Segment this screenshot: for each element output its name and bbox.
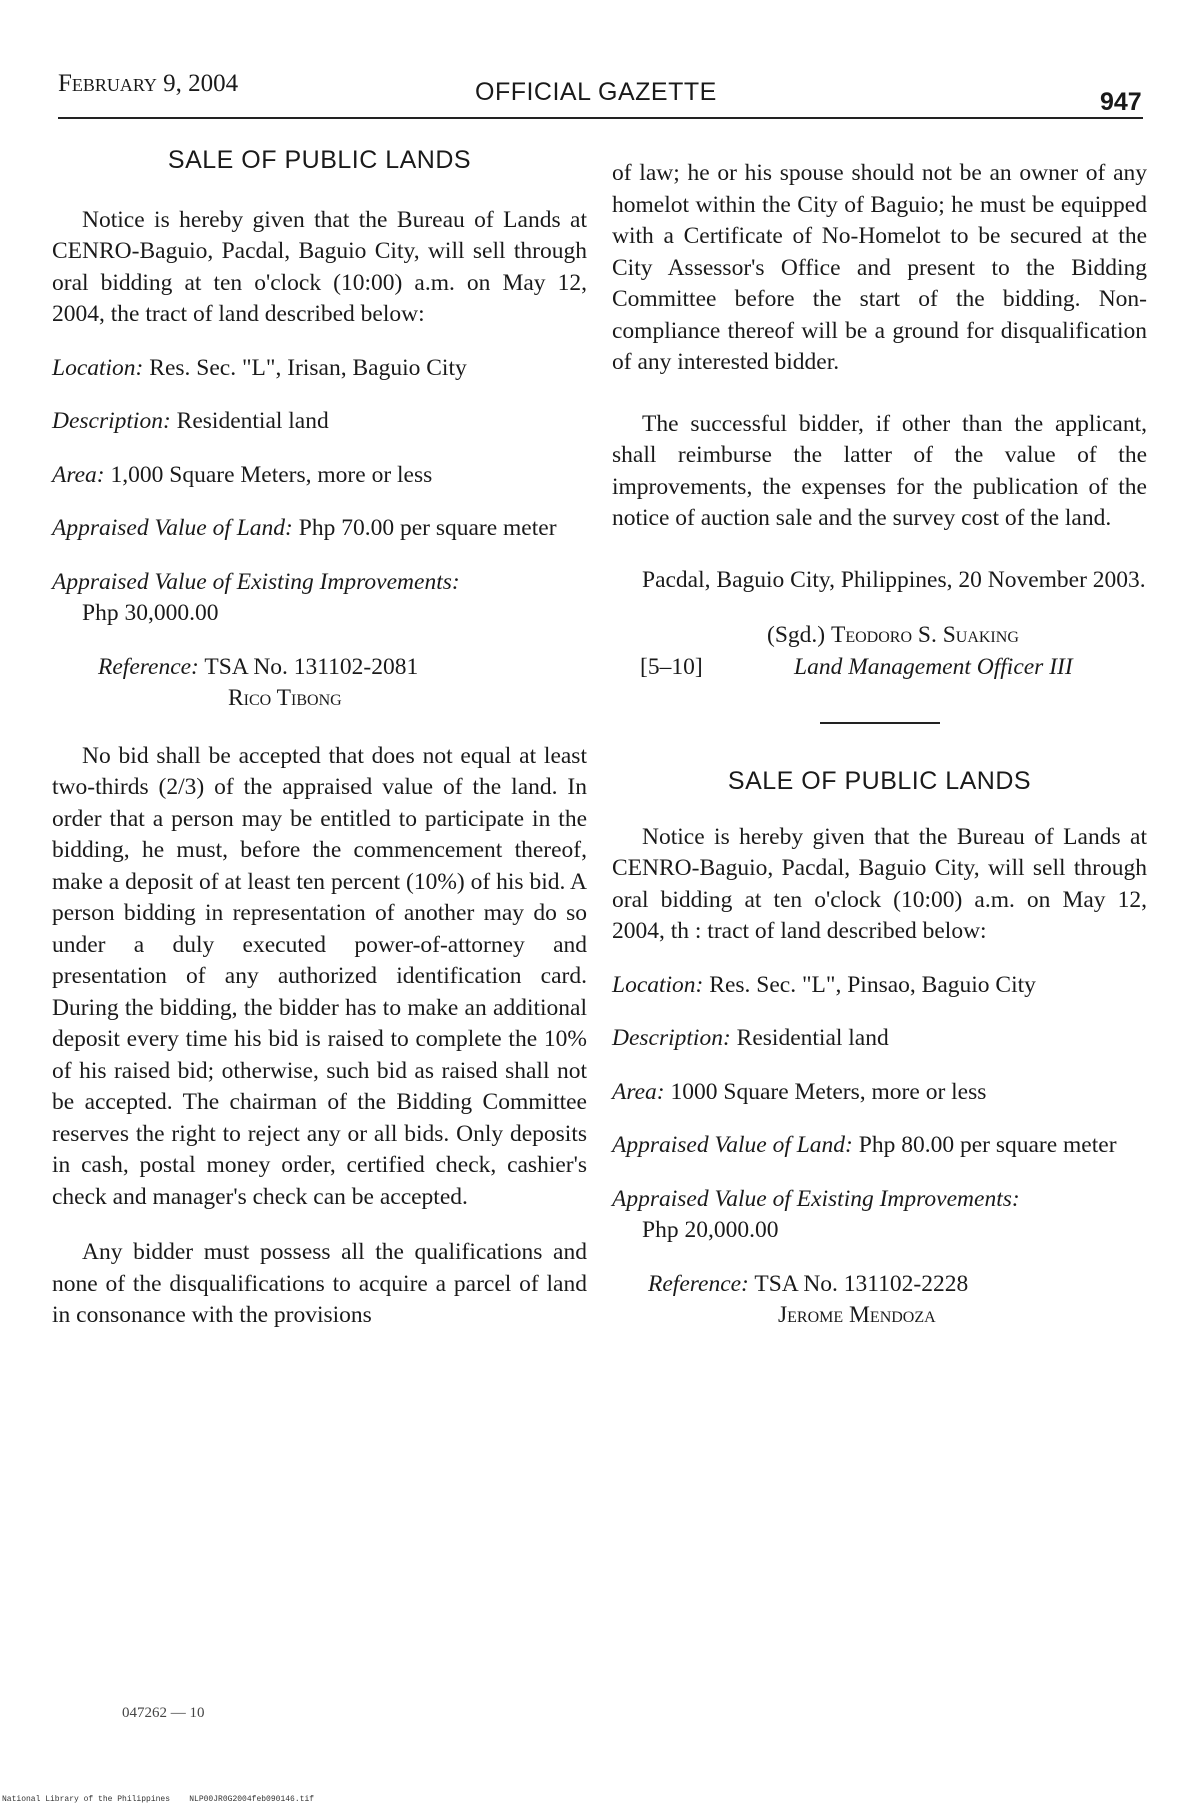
notice2-location: [612, 970, 1147, 1002]
header-date: February 9, 2004: [58, 70, 239, 97]
reference-value: TSA No. 131102-2081: [204, 653, 419, 680]
signatory-name: Teodoro S. Suaking: [830, 622, 1019, 648]
notice1-place-date: Pacdal, Baguio City, Philippines, 20 November 2003.: [642, 566, 1146, 593]
location-value: Res. Sec. "L", Pinsao, Baguio City: [709, 971, 1036, 998]
notice1-intro: Notice is hereby given that the Bureau of Lands at CENRO-Baguio, Pacdal, Baguio City, will sell through oral bidding at ten o'clock (10:00) a.m. on May 12, 2004, the tract of land described below:: [52, 206, 587, 327]
land-value-value: Php 80.00 per square meter: [858, 1132, 1117, 1158]
header-rule: [58, 117, 1143, 119]
description-value: Residential land: [736, 1025, 889, 1051]
signatory-title: Land Management Officer III: [794, 654, 1073, 680]
land-value-value: Php 70.00 per square meter: [298, 515, 557, 541]
notice1-description: [52, 406, 587, 438]
reference-label: Reference:: [98, 653, 199, 680]
notice1-qualifications: Any bidder must possess all the qualifications and none of the disqualifications to acquire a parcel of land in consonance with the provisions: [52, 1239, 587, 1328]
improvements-value: Php 30,000.00: [82, 600, 219, 626]
improvements-value: Php 20,000.00: [642, 1217, 779, 1243]
location-label: Location:: [612, 971, 704, 998]
notice2-title: SALE OF PUBLIC LANDS: [727, 767, 1032, 795]
area-label: Area:: [612, 1078, 665, 1105]
notice2-description: [612, 1023, 1147, 1055]
area-label: Area:: [52, 461, 105, 488]
land-value-label: Appraised Value of Land:: [52, 515, 293, 541]
location-value: Res. Sec. "L", Irisan, Baguio City: [149, 354, 467, 381]
reference-value: TSA No. 131102-2228: [754, 1270, 969, 1297]
improvements-label: Appraised Value of Existing Improvements:: [52, 568, 460, 595]
area-value: 1000 Square Meters, more or less: [670, 1078, 987, 1105]
notice2-reference: [648, 1269, 1147, 1332]
location-label: Location:: [52, 354, 144, 381]
notice1-signature: [612, 620, 1147, 692]
notice1-reimburse: The successful bidder, if other than the applicant, shall reimburse the latter of the value of the improvements, the expenses for the publication of the notice of auction sale and the survey cost of the land.: [612, 410, 1147, 531]
notice1-improvements: [52, 567, 587, 630]
notice2-area: [612, 1077, 1147, 1109]
left-column: [52, 145, 587, 1332]
improvements-label: Appraised Value of Existing Improvements:: [612, 1185, 1020, 1212]
notice1-bid-rules: No bid shall be accepted that does not equal at least two-thirds (2/3) of the appraised value of the land. In order that a person may be entitled to participate in the bidding, he must, before the commencement thereof, make a deposit of at least ten percent (10%) of his bid. A person bidding in representation of another may do so under a duly executed power-of-attorney and presentation of any authorized identification card. During the bidding, the bidder has to make an additional deposit every time his bid is raised to complete the 10% of his raised bid; otherwise, such bid as raised shall not be accepted. The chairman of the Bidding Committee reserves the right to reject any or all bids. Only deposits in cash, postal money order, certified check, cashier's check and manager's check can be accepted.: [52, 742, 587, 1210]
notice1-location: [52, 353, 587, 385]
reference-label: Reference:: [648, 1270, 749, 1297]
notice1-land-value: [52, 513, 587, 545]
notice-divider: [820, 722, 940, 724]
right-column: [612, 158, 1147, 1332]
description-label: Description:: [52, 408, 171, 434]
publication-title: OFFICIAL GAZETTE: [475, 78, 717, 106]
notice2-intro: Notice is hereby given that the Bureau of Lands at CENRO-Baguio, Pacdal, Baguio City, will sell through oral bidding at ten o'clock (10:00) a.m. on May 12, 2004, th : tract of land described below:: [612, 823, 1147, 944]
page-number: 947: [1100, 88, 1142, 116]
reference-name: Jerome Mendoza: [778, 1302, 936, 1328]
notice1-reference: [98, 652, 587, 715]
notice2-improvements: [612, 1184, 1147, 1247]
notice1-area: [52, 460, 587, 492]
notice1-qualifications-cont: of law; he or his spouse should not be an owner of any homelot within the City of Baguio; he must be equipped with a Certificate of No-Homelot to be secured at the City Assessor's Office and present to the Bidding Committee before the start of the bidding. Non-compliance thereof will be a ground for disqualification of any interested bidder.: [612, 160, 1147, 375]
sgd-mark: (Sgd.): [767, 622, 826, 648]
description-label: Description:: [612, 1025, 731, 1051]
reference-name: Rico Tibong: [228, 685, 342, 711]
notice2-land-value: [612, 1130, 1147, 1162]
notice1-title: SALE OF PUBLIC LANDS: [167, 146, 472, 174]
issue-reference: [5–10]: [640, 654, 703, 680]
description-value: Residential land: [176, 408, 329, 434]
scan-note: National Library of the Philippines NLP00JR0G2004feb090146.tif: [2, 1795, 315, 1804]
area-value: 1,000 Square Meters, more or less: [110, 461, 433, 488]
land-value-label: Appraised Value of Land:: [612, 1132, 853, 1158]
footer-code: 047262 — 10: [122, 1705, 205, 1721]
